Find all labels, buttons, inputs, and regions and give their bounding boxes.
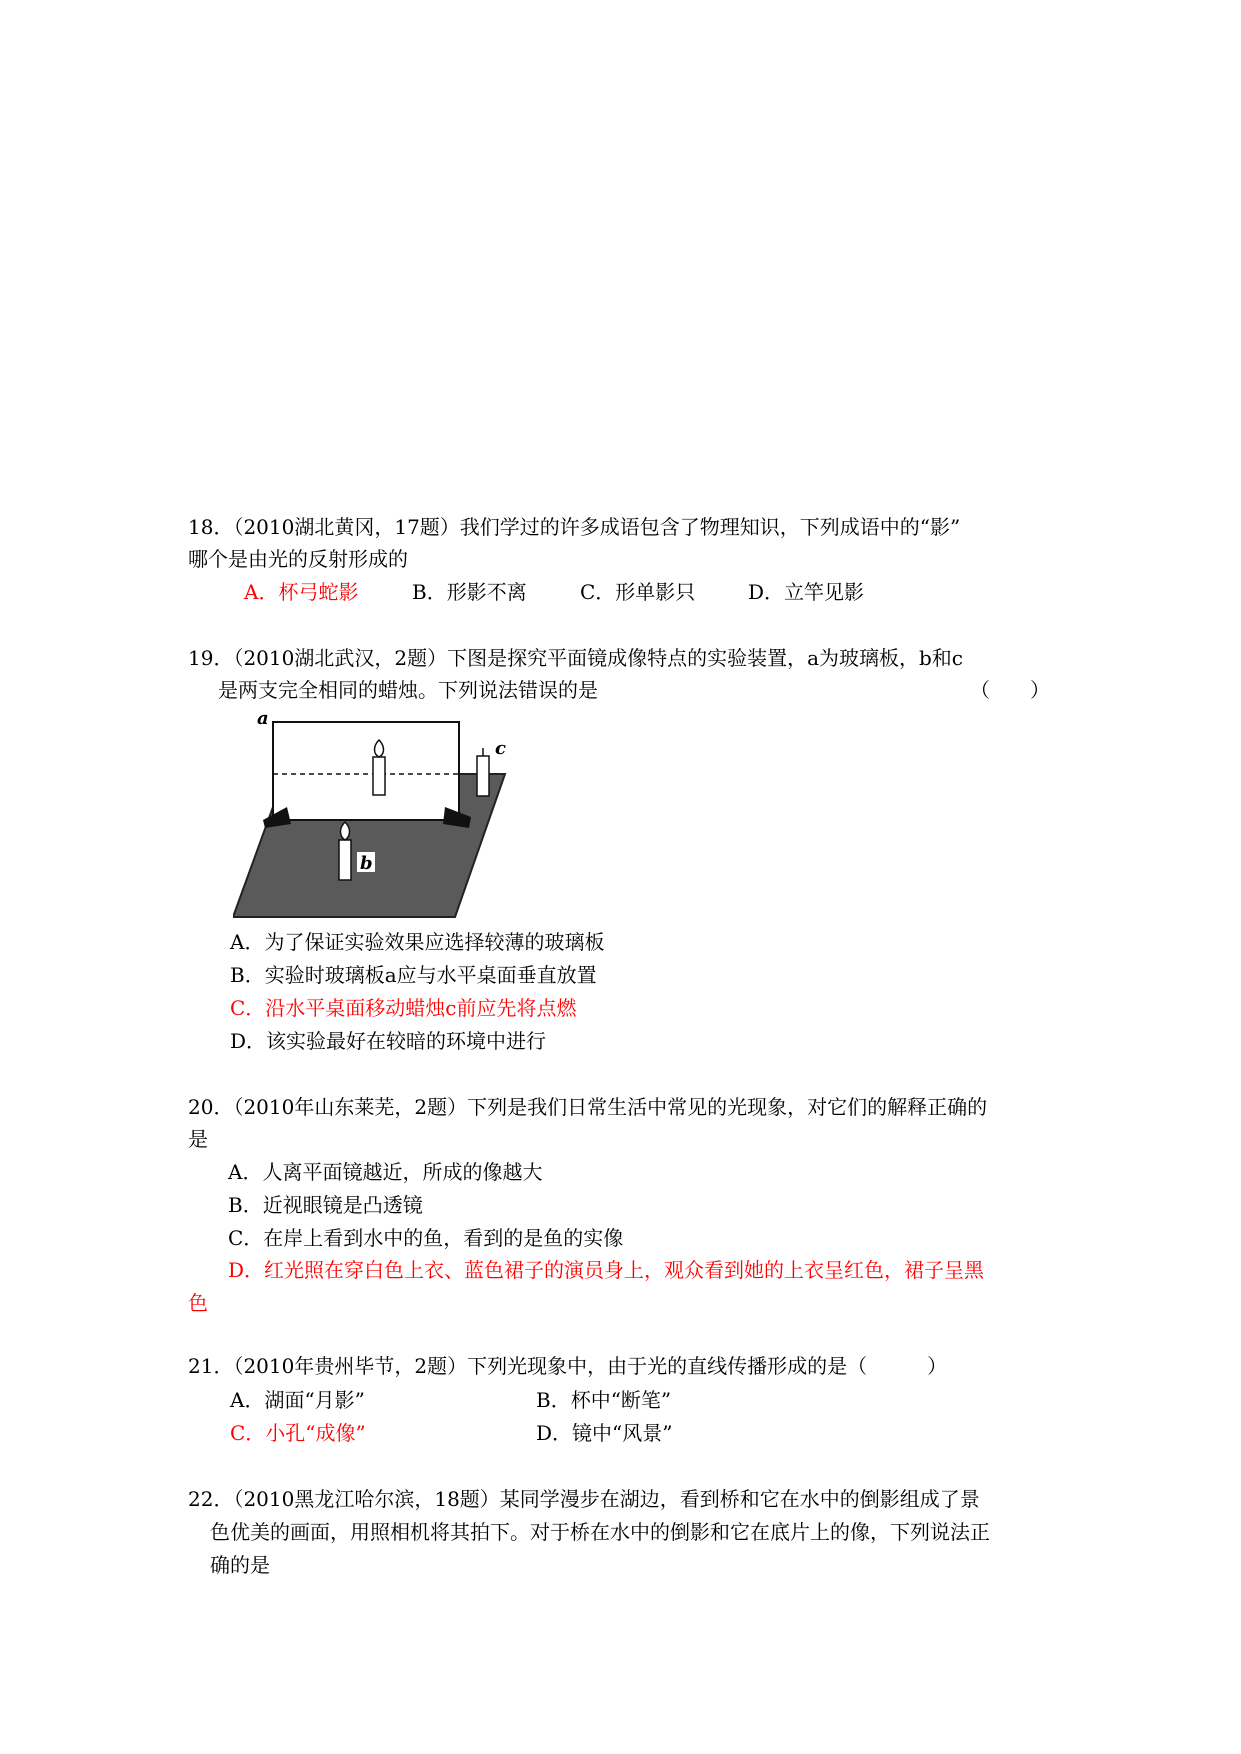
q20-stem-line2: 是 bbox=[188, 1127, 208, 1151]
glass-plate bbox=[273, 722, 459, 820]
q19-stem-line1: 19．（2010湖北武汉，2题）下图是探究平面镜成像特点的实验装置，a为玻璃板，b和c bbox=[188, 646, 963, 670]
q20-option-c: C．在岸上看到水中的鱼，看到的是鱼的实像 bbox=[228, 1226, 624, 1250]
q20-option-b: B．近视眼镜是凸透镜 bbox=[228, 1193, 423, 1217]
q19-option-c: C．沿水平桌面移动蜡烛c前应先将点燃 bbox=[230, 996, 577, 1020]
q19-option-a: A．为了保证实验效果应选择较薄的玻璃板 bbox=[230, 930, 605, 954]
q20-option-d-line2: 色 bbox=[188, 1291, 208, 1315]
q19-answer-paren: （ ） bbox=[970, 678, 1050, 702]
q22-stem-line3: 确的是 bbox=[210, 1553, 270, 1577]
q21-option-c: C．小孔“成像” bbox=[230, 1421, 366, 1445]
q19-stem-line2: 是两支完全相同的蜡烛。下列说法错误的是 bbox=[218, 678, 598, 702]
q21-option-d: D．镜中“风景” bbox=[536, 1421, 673, 1445]
q18-option-b: B．形影不离 bbox=[412, 580, 527, 604]
candle-c bbox=[477, 756, 489, 796]
label-b: b bbox=[360, 853, 373, 874]
q18-option-d: D．立竿见影 bbox=[748, 580, 865, 604]
label-a: a bbox=[257, 712, 269, 729]
q20-option-d-line1: D．红光照在穿白色上衣、蓝色裙子的演员身上，观众看到她的上衣呈红色，裙子呈黑 bbox=[228, 1258, 985, 1282]
q22-stem-line2: 色优美的画面，用照相机将其拍下。对于桥在水中的倒影和它在底片上的像，下列说法正 bbox=[210, 1520, 990, 1544]
q18-option-a: A．杯弓蛇影 bbox=[244, 580, 359, 604]
q18-stem-line2: 哪个是由光的反射形成的 bbox=[188, 547, 408, 571]
q19-option-d: D．该实验最好在较暗的环境中进行 bbox=[230, 1029, 547, 1053]
q20-stem-line1: 20．（2010年山东莱芜，2题）下列是我们日常生活中常见的光现象，对它们的解释正确的 bbox=[188, 1095, 988, 1119]
q22-stem-line1: 22．（2010黑龙江哈尔滨，18题）某同学漫步在湖边，看到桥和它在水中的倒影组成了景 bbox=[188, 1487, 980, 1511]
label-c: c bbox=[495, 738, 506, 759]
plane-mirror-experiment-figure bbox=[233, 712, 513, 922]
q21-stem: 21．（2010年贵州毕节，2题）下列光现象中，由于光的直线传播形成的是（ ） bbox=[188, 1354, 948, 1378]
candle-b bbox=[339, 840, 351, 880]
q18-stem-line1: 18．（2010湖北黄冈，17题）我们学过的许多成语包含了物理知识，下列成语中的“影” bbox=[188, 515, 961, 539]
q21-option-a: A．湖面“月影” bbox=[230, 1388, 365, 1412]
q20-option-a: A．人离平面镜越近，所成的像越大 bbox=[228, 1160, 543, 1184]
q18-option-c: C．形单影只 bbox=[580, 580, 696, 604]
q21-option-b: B．杯中“断笔” bbox=[536, 1388, 672, 1412]
candle-image bbox=[373, 757, 385, 795]
q19-option-b: B．实验时玻璃板a应与水平桌面垂直放置 bbox=[230, 963, 597, 987]
